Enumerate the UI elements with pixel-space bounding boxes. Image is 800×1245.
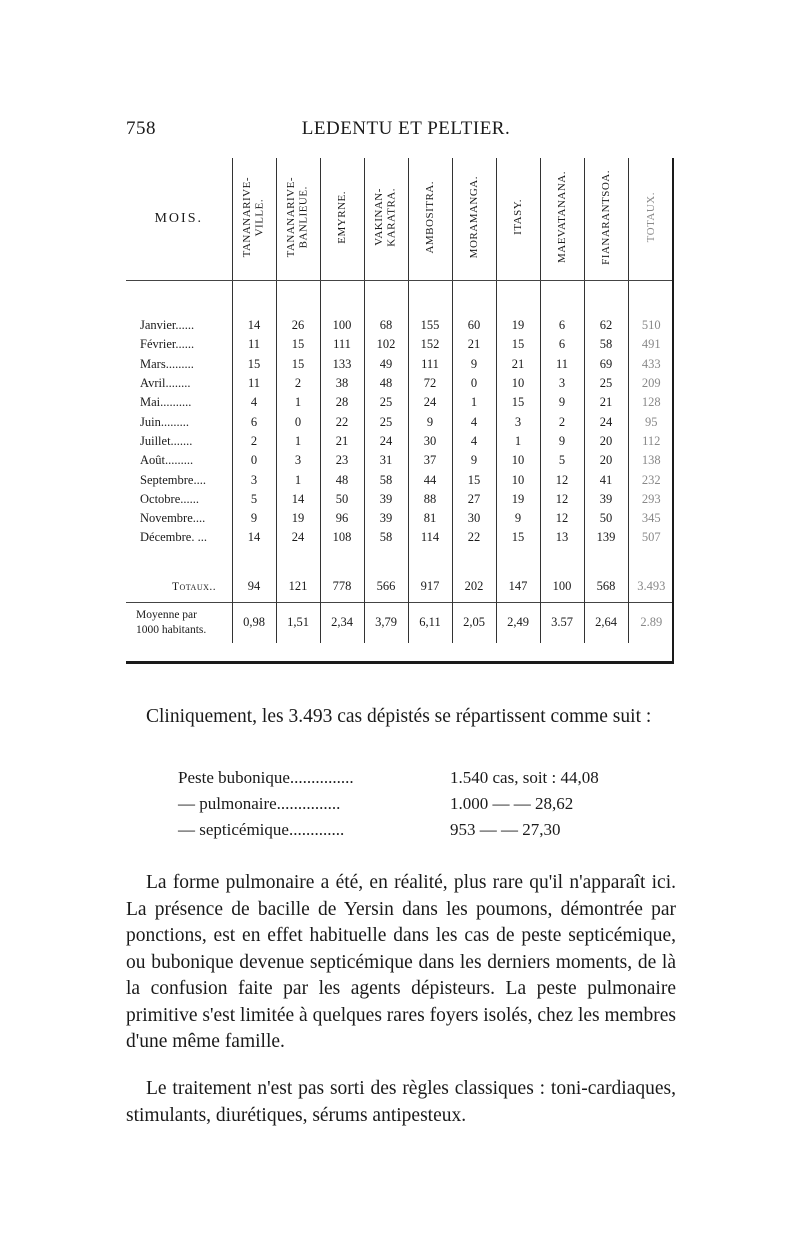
table-cell: 38 — [320, 374, 364, 393]
table-cell: 11 — [232, 374, 276, 393]
table-cell: 2 — [276, 374, 320, 393]
table-cell: 26 — [276, 316, 320, 335]
table-cell: 95 — [628, 412, 674, 431]
table-cell: 2 — [540, 412, 584, 431]
average-cell: 2,34 — [320, 602, 364, 643]
table-cell: 138 — [628, 451, 674, 470]
table-cell: 23 — [320, 451, 364, 470]
month-label: Juillet....... — [140, 433, 193, 448]
table-cell: 9 — [496, 509, 540, 528]
table-cell: 81 — [408, 509, 452, 528]
page-number: 758 — [126, 118, 156, 139]
table-cell: 1 — [452, 393, 496, 412]
table-cell: 133 — [320, 355, 364, 374]
table-cell: 20 — [584, 432, 628, 451]
totals-cell: 3.493 — [628, 572, 674, 603]
table-row — [126, 412, 674, 431]
table-row — [126, 509, 674, 528]
month-label: Octobre...... — [140, 491, 200, 506]
table-cell: 50 — [584, 509, 628, 528]
average-label-line: 1000 habitants. — [136, 623, 207, 636]
table-cell: 100 — [320, 316, 364, 335]
table-row — [126, 374, 674, 393]
table-cell: 14 — [276, 490, 320, 509]
totals-cell: 121 — [276, 572, 320, 603]
average-cell: 2,05 — [452, 602, 496, 643]
table-cell: 50 — [320, 490, 364, 509]
month-label: Janvier...... — [140, 318, 195, 333]
average-cell: 0,98 — [232, 602, 276, 643]
table-row — [126, 451, 674, 470]
paragraph-pulmonary: La forme pulmonaire a été, en réalité, plus rare qu'il n'apparaît ici. La présence de bacille de Yersin dans les poumons, démontrée par ponctions, est en effet habituelle dans les cas de peste septicémique, ou bubonique devenue septicémique dans les derniers moments, de là la confusion faite par les agents dépisteurs. La peste pulmonaire primitive s'est limitée à quelques rares foyers isolés, chez les membres d'une même famille. — [126, 872, 676, 1052]
table-cell: 24 — [364, 432, 408, 451]
col-header: AMBOSITRA. — [408, 158, 452, 281]
table-cell: 15 — [232, 355, 276, 374]
average-cell: 3,79 — [364, 602, 408, 643]
breakdown-value: 953 — — 27,30 — [450, 820, 561, 839]
average-cell: 6,11 — [408, 602, 452, 643]
table-cell: 1 — [276, 432, 320, 451]
table-cell: 209 — [628, 374, 674, 393]
average-cell: 2,49 — [496, 602, 540, 643]
table-cell: 24 — [408, 393, 452, 412]
col-header: EMYRNE. — [320, 158, 364, 281]
table-cell: 9 — [232, 509, 276, 528]
table-cell: 62 — [584, 316, 628, 335]
month-label: Novembre.... — [140, 511, 206, 526]
average-label-line: Moyenne par — [136, 609, 197, 622]
running-title: LEDENTU ET PELTIER. — [301, 118, 511, 139]
table-cell: 4 — [232, 393, 276, 412]
average-cell: 2,64 — [584, 602, 628, 643]
totals-cell: 568 — [584, 572, 628, 603]
average-cell: 2.89 — [628, 602, 674, 643]
table-cell: 28 — [320, 393, 364, 412]
table-row — [126, 528, 674, 547]
table-spacer — [126, 548, 674, 572]
totals-cell: 100 — [540, 572, 584, 603]
table-cell: 152 — [408, 335, 452, 354]
col-header: MORAMANGA. — [452, 158, 496, 281]
month-label: Février...... — [140, 337, 195, 352]
table-cell: 20 — [584, 451, 628, 470]
table-cell: 58 — [364, 470, 408, 489]
paragraph-summary: Cliniquement, les 3.493 cas dépistés se répartissent comme suit : — [146, 706, 652, 727]
table-cell: 60 — [452, 316, 496, 335]
month-label: Août......... — [140, 453, 194, 468]
table-cell: 21 — [496, 355, 540, 374]
breakdown-row — [178, 765, 678, 791]
table-cell: 69 — [584, 355, 628, 374]
statistics-table — [126, 158, 674, 643]
totals-cell: 778 — [320, 572, 364, 603]
breakdown-name: — pulmonaire............... — [178, 794, 341, 813]
col-header: TANANARIVE- VILLE. — [232, 158, 276, 281]
table-cell: 49 — [364, 355, 408, 374]
table-cell: 12 — [540, 509, 584, 528]
table-cell: 10 — [496, 470, 540, 489]
average-row — [126, 602, 674, 643]
table-row — [126, 393, 674, 412]
table-cell: 128 — [628, 393, 674, 412]
totals-cell: 202 — [452, 572, 496, 603]
table-cell: 19 — [496, 316, 540, 335]
table-cell: 39 — [364, 509, 408, 528]
table-cell: 6 — [232, 412, 276, 431]
table-cell: 6 — [540, 316, 584, 335]
col-header: TANANARIVE- BANLIEUE. — [276, 158, 320, 281]
table-cell: 293 — [628, 490, 674, 509]
table-cell: 3 — [540, 374, 584, 393]
totals-label: Totaux.. — [172, 580, 217, 593]
table-cell: 10 — [496, 451, 540, 470]
table-cell: 22 — [452, 528, 496, 547]
table-cell: 68 — [364, 316, 408, 335]
table-cell: 12 — [540, 470, 584, 489]
table-cell: 58 — [584, 335, 628, 354]
table-cell: 15 — [452, 470, 496, 489]
table-cell: 102 — [364, 335, 408, 354]
table-cell: 25 — [584, 374, 628, 393]
table-cell: 15 — [276, 335, 320, 354]
table-cell: 139 — [584, 528, 628, 547]
month-label: Mars......... — [140, 356, 194, 371]
breakdown-name: Peste bubonique............... — [178, 768, 354, 787]
table-cell: 25 — [364, 393, 408, 412]
totals-cell: 147 — [496, 572, 540, 603]
breakdown-name: — septicémique............. — [178, 820, 345, 839]
table-cell: 58 — [364, 528, 408, 547]
table-row — [126, 355, 674, 374]
table-cell: 30 — [452, 509, 496, 528]
average-cell: 1,51 — [276, 602, 320, 643]
table-cell: 39 — [584, 490, 628, 509]
month-label: Septembre.... — [140, 472, 206, 487]
totals-row — [126, 572, 674, 603]
totals-cell: 917 — [408, 572, 452, 603]
table-row — [126, 335, 674, 354]
table-cell: 39 — [364, 490, 408, 509]
table-cell: 14 — [232, 316, 276, 335]
table-cell: 41 — [584, 470, 628, 489]
table-cell: 1 — [276, 393, 320, 412]
col-header: ITASY. — [496, 158, 540, 281]
table-cell: 12 — [540, 490, 584, 509]
table-cell: 111 — [408, 355, 452, 374]
table-cell: 27 — [452, 490, 496, 509]
statistics-table-frame — [126, 158, 674, 664]
table-cell: 48 — [320, 470, 364, 489]
breakdown-row — [178, 791, 678, 817]
table-cell: 155 — [408, 316, 452, 335]
col-header: FIANARANTSOA. — [584, 158, 628, 281]
table-cell: 3 — [496, 412, 540, 431]
table-cell: 9 — [408, 412, 452, 431]
table-cell: 21 — [452, 335, 496, 354]
table-cell: 22 — [320, 412, 364, 431]
paragraph-treatment: Le traitement n'est pas sorti des règles classiques : toni-cardiaques, stimulants, diurétiques, sérums antipesteux. — [126, 1078, 676, 1126]
month-label: Juin......... — [140, 414, 189, 429]
average-cell: 3.57 — [540, 602, 584, 643]
table-cell: 15 — [496, 393, 540, 412]
table-cell: 114 — [408, 528, 452, 547]
table-cell: 44 — [408, 470, 452, 489]
month-label: Décembre. ... — [140, 530, 207, 545]
table-cell: 19 — [496, 490, 540, 509]
table-cell: 24 — [584, 412, 628, 431]
table-cell: 112 — [628, 432, 674, 451]
table-cell: 232 — [628, 470, 674, 489]
totals-cell: 94 — [232, 572, 276, 603]
table-row — [126, 316, 674, 335]
table-cell: 6 — [540, 335, 584, 354]
breakdown-value: 1.000 — — 28,62 — [450, 794, 574, 813]
average-label — [126, 602, 232, 643]
table-cell: 0 — [452, 374, 496, 393]
table-cell: 15 — [276, 355, 320, 374]
month-label: Avril........ — [140, 376, 191, 391]
table-row — [126, 432, 674, 451]
table-cell: 14 — [232, 528, 276, 547]
table-cell: 9 — [540, 393, 584, 412]
table-cell: 433 — [628, 355, 674, 374]
table-cell: 11 — [232, 335, 276, 354]
table-cell: 1 — [276, 470, 320, 489]
table-cell: 9 — [452, 355, 496, 374]
table-cell: 3 — [276, 451, 320, 470]
table-cell: 30 — [408, 432, 452, 451]
table-cell: 21 — [320, 432, 364, 451]
table-cell: 25 — [364, 412, 408, 431]
table-cell: 15 — [496, 528, 540, 547]
table-cell: 19 — [276, 509, 320, 528]
breakdown-row — [178, 817, 678, 843]
table-cell: 37 — [408, 451, 452, 470]
table-cell: 13 — [540, 528, 584, 547]
table-cell: 491 — [628, 335, 674, 354]
table-cell: 24 — [276, 528, 320, 547]
table-cell: 3 — [232, 470, 276, 489]
col-header: MAEVATANANA. — [540, 158, 584, 281]
case-breakdown — [178, 765, 678, 843]
table-cell: 88 — [408, 490, 452, 509]
table-cell: 0 — [232, 451, 276, 470]
table-cell: 72 — [408, 374, 452, 393]
table-cell: 96 — [320, 509, 364, 528]
table-cell: 345 — [628, 509, 674, 528]
table-cell: 2 — [232, 432, 276, 451]
table-cell: 108 — [320, 528, 364, 547]
table-row — [126, 470, 674, 489]
table-cell: 507 — [628, 528, 674, 547]
col-header: VAKINAN- KARATRA. — [364, 158, 408, 281]
table-cell: 4 — [452, 432, 496, 451]
table-cell: 15 — [496, 335, 540, 354]
table-cell: 5 — [232, 490, 276, 509]
table-cell: 48 — [364, 374, 408, 393]
totals-cell: 566 — [364, 572, 408, 603]
breakdown-value: 1.540 cas, soit : 44,08 — [450, 768, 599, 787]
table-cell: 111 — [320, 335, 364, 354]
table-cell: 9 — [540, 432, 584, 451]
table-cell: 1 — [496, 432, 540, 451]
table-cell: 0 — [276, 412, 320, 431]
table-cell: 10 — [496, 374, 540, 393]
col-header: TOTAUX. — [628, 158, 674, 281]
table-cell: 510 — [628, 316, 674, 335]
table-cell: 5 — [540, 451, 584, 470]
month-label: Mai.......... — [140, 395, 192, 410]
table-cell: 11 — [540, 355, 584, 374]
row-header: MOIS. — [126, 158, 232, 281]
table-row — [126, 490, 674, 509]
table-cell: 21 — [584, 393, 628, 412]
table-cell: 4 — [452, 412, 496, 431]
table-cell: 31 — [364, 451, 408, 470]
table-cell: 9 — [452, 451, 496, 470]
